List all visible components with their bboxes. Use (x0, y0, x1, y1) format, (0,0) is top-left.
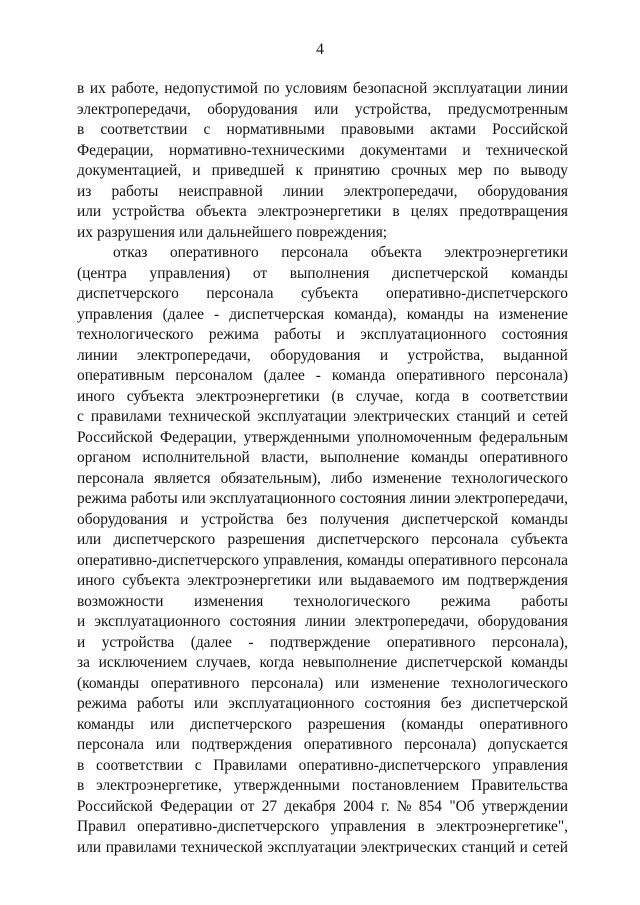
word: Правительства (471, 777, 568, 794)
word: постановлением (351, 777, 460, 794)
word: является (154, 469, 211, 487)
word: персонала (500, 551, 568, 569)
word: их (77, 223, 93, 241)
text-line (77, 530, 568, 551)
word: электрических (353, 408, 450, 425)
text-line (77, 776, 568, 797)
word: режима (77, 695, 127, 712)
word: неисправной (178, 182, 263, 200)
word: персонала) (495, 367, 568, 384)
word: персонала (77, 736, 145, 753)
word: декабря (284, 797, 336, 815)
word: устройства (101, 633, 175, 651)
word: команды (511, 264, 568, 282)
text-line (77, 284, 568, 305)
word: персонала (281, 244, 349, 261)
word: условиям (285, 80, 348, 97)
word: и (519, 838, 528, 856)
word: изменение (498, 305, 568, 323)
word: персонала) (251, 674, 324, 692)
word: изменение (370, 674, 440, 692)
word: оборудования (207, 100, 298, 118)
word: без (286, 510, 308, 528)
word: персонала), (491, 633, 568, 651)
word: работы (274, 326, 322, 343)
word: режима (208, 326, 259, 343)
word: состояния (339, 490, 406, 507)
word: оперативного (169, 244, 259, 261)
word: сетей (532, 408, 568, 425)
word: электропередачи, (343, 182, 458, 200)
word: эксплуатационного (360, 326, 487, 343)
text-line (77, 715, 568, 736)
text-line (77, 305, 568, 326)
word: случаев, (196, 654, 251, 671)
word: (далее (190, 633, 232, 651)
word: и (379, 346, 389, 364)
text-line (77, 633, 568, 654)
word: персонала (77, 469, 145, 487)
word: правовыми (340, 121, 415, 138)
word: оборудования (477, 613, 568, 630)
word: целях (410, 203, 449, 220)
word: органом (77, 449, 131, 466)
word: к (295, 162, 303, 179)
text-line (77, 612, 568, 633)
word: оперативного (386, 633, 476, 651)
word: технической (168, 408, 251, 425)
word: - (315, 367, 321, 384)
word: 27 (261, 797, 278, 815)
text-line (77, 551, 568, 572)
text-line (77, 694, 568, 715)
word: эксплуатации (432, 80, 522, 97)
word: линии (305, 613, 346, 630)
word: приведшей (211, 162, 285, 179)
word: технологического (293, 592, 411, 610)
word: в (77, 756, 85, 774)
word: команда), (334, 305, 397, 323)
text-line (77, 325, 568, 346)
word: Российской (77, 797, 153, 815)
word: уполномоченным (357, 428, 472, 446)
word: электроэнергетике", (436, 818, 568, 835)
word: электроэнергетики (444, 244, 568, 261)
word: с (203, 121, 211, 138)
word: и (336, 326, 345, 343)
word: иного (77, 572, 115, 589)
word: работы (130, 490, 178, 507)
text-line (77, 571, 568, 592)
word: технической (486, 141, 568, 159)
text-line (77, 428, 568, 449)
word: либо (330, 469, 363, 487)
text-line (77, 735, 568, 756)
word: оперативным (77, 367, 165, 384)
word: обязательным), (220, 469, 321, 487)
word: утверждении (481, 797, 568, 815)
word: нормативно-техническими (168, 141, 345, 159)
word: федеральным (479, 428, 568, 446)
word: персонала) (404, 736, 477, 753)
word: в (77, 80, 85, 97)
word: соответствии (96, 756, 183, 774)
word: (команды (77, 674, 140, 692)
page-number: 4 (316, 41, 324, 58)
word: управления (77, 305, 153, 323)
word: субъекта (301, 285, 359, 302)
word: подтверждение (270, 633, 371, 651)
text-line (77, 346, 568, 367)
word: им (441, 572, 460, 589)
word: в (417, 818, 425, 835)
word: состояния (501, 326, 568, 343)
text-line (77, 141, 568, 162)
word: диспетчерского (190, 715, 292, 733)
word: получения (319, 510, 390, 528)
word: электропередачи, (77, 100, 191, 118)
word: диспетчерская (229, 305, 325, 323)
word: возможности (77, 592, 164, 610)
text-line (77, 592, 568, 613)
word: г. (381, 797, 390, 815)
text-line (77, 756, 568, 777)
word: оборудования (77, 510, 168, 528)
word: (команды (401, 715, 464, 733)
word: когда (259, 654, 295, 671)
word: команды (346, 551, 404, 569)
word: оперативного (303, 736, 393, 753)
word: команды (510, 654, 568, 671)
word: диспетчерского (113, 531, 216, 548)
word: в (392, 203, 400, 220)
word: оборудования (477, 182, 568, 200)
word: 2004 (343, 797, 374, 815)
word: и (77, 613, 86, 630)
word: эксплуатации (257, 408, 347, 425)
word: эксплуатации (267, 838, 357, 856)
word: электроэнергетики (187, 572, 311, 589)
word: субъекта (122, 572, 180, 589)
text-line (77, 407, 568, 428)
word: дальнейшего (207, 223, 293, 241)
word: (в (331, 387, 344, 405)
word: принятию (314, 162, 381, 179)
word: электрических (360, 838, 457, 856)
text-line (77, 264, 568, 285)
word: работы (521, 592, 568, 610)
word: оперативно-диспетчерского (298, 756, 481, 774)
text-line (77, 653, 568, 674)
word: от (240, 797, 255, 815)
word: диспетчерской (405, 654, 503, 671)
word: мер (458, 162, 483, 179)
word: устройства, (407, 346, 484, 364)
word: (центра (77, 264, 127, 282)
word: предусмотренным (447, 100, 568, 118)
word: диспетчерского (77, 285, 179, 302)
word: режима (440, 592, 491, 610)
word: выполнение (319, 449, 400, 466)
word: Федерации, (159, 428, 237, 446)
word: станций (461, 838, 516, 856)
word: исполнительной (142, 449, 250, 466)
word: диспетчерской (391, 264, 489, 282)
word: выполнения (289, 264, 370, 282)
text-line (77, 223, 568, 244)
word: управления (330, 818, 407, 835)
text-line (77, 838, 568, 859)
word: Федерации, (77, 141, 154, 159)
word: устройства, (354, 100, 432, 118)
word: от (252, 264, 268, 282)
word: в (77, 777, 85, 794)
word: подтверждения (191, 736, 293, 753)
word: оперативно-диспетчерского (77, 551, 259, 569)
word: соответствии (100, 121, 188, 138)
word: технологического (451, 674, 568, 692)
word: или (314, 100, 339, 118)
word: оперативного (150, 674, 240, 692)
word: выданной (503, 346, 568, 364)
word: оперативного (408, 551, 497, 569)
word: объекта (195, 203, 247, 220)
word: утвержденными (243, 428, 350, 446)
word: недопустимой (164, 80, 259, 97)
word: оперативно-диспетчерского (137, 818, 320, 835)
word: команды (511, 510, 568, 528)
word: персонала (431, 531, 499, 548)
word: в (461, 387, 470, 405)
word: диспетчерской (471, 695, 568, 712)
word: или (77, 838, 102, 856)
word: соответствии (481, 387, 568, 405)
word: с (77, 408, 84, 425)
word: субъекта (510, 531, 568, 548)
word: по (493, 162, 510, 179)
word: состояния (229, 613, 296, 630)
word: безопасной (352, 80, 428, 97)
text-line (77, 448, 568, 469)
word: устройства (201, 510, 274, 528)
word: случае, (355, 387, 404, 405)
word: работы (111, 182, 159, 200)
word: Правил (77, 818, 126, 835)
word: станций (456, 408, 511, 425)
word: или (178, 223, 204, 241)
word: работы (136, 695, 184, 712)
word: или (155, 736, 180, 753)
word: электроэнергетики (196, 387, 320, 405)
word: электропередачи, (137, 346, 251, 364)
word: разрешения (307, 715, 386, 733)
word: из (77, 182, 92, 200)
word: эксплуатационного (228, 695, 355, 712)
word: оперативного (479, 449, 568, 466)
word: документацией, (77, 162, 182, 179)
word: оперативного (479, 715, 568, 733)
word: или (318, 572, 343, 589)
word: и (180, 510, 189, 528)
word: диспетчерского (317, 531, 419, 548)
word: режима (77, 490, 127, 507)
word: технической (180, 838, 263, 856)
word: правилами (90, 408, 162, 425)
word: выдаваемого (350, 572, 435, 589)
text-line (77, 79, 568, 100)
text-line (77, 674, 568, 695)
text-line (77, 387, 568, 408)
word: команды (77, 715, 134, 733)
word: и (77, 633, 86, 651)
text-line (77, 510, 568, 531)
word: за (77, 654, 90, 671)
word: правилами (105, 838, 177, 856)
word: предотвращения (459, 203, 568, 220)
word: линии (527, 80, 568, 97)
word: Правилами (213, 756, 287, 774)
word: и (462, 141, 471, 159)
word: исключением (98, 654, 188, 671)
text-line (77, 489, 568, 510)
word: без (440, 695, 462, 712)
word: или (181, 490, 206, 507)
word: субъекта (126, 387, 185, 405)
word: изменение (372, 469, 442, 487)
word: или (77, 203, 102, 220)
word: - (248, 633, 254, 651)
word: (далее (263, 367, 305, 384)
word: на (473, 305, 489, 323)
word: невыполнение (302, 654, 398, 671)
word: "Об (449, 797, 475, 815)
text-line (77, 817, 568, 838)
word: или (193, 695, 219, 712)
word: оперативно-диспетчерского (386, 285, 568, 302)
word: или (149, 715, 175, 733)
word: изменения (193, 592, 264, 610)
word: или (334, 674, 360, 692)
word: эксплуатационного (94, 613, 221, 630)
word: Российской (77, 428, 153, 446)
word: электропередачи, (454, 490, 568, 507)
word: Федерации (160, 797, 233, 815)
word: власти, (261, 449, 309, 466)
word: управления, (263, 551, 343, 569)
word: нормативными (226, 121, 325, 138)
word: срочных (391, 162, 447, 179)
word: документами (360, 141, 447, 159)
text-line (77, 120, 568, 141)
word: работе, (111, 80, 159, 97)
word: по (263, 80, 280, 97)
word: и (192, 162, 201, 179)
text-line (77, 100, 568, 121)
word: утвержденными (233, 777, 340, 794)
word: 854 (418, 797, 442, 815)
word: выводу (520, 162, 568, 179)
word: оборудования (270, 346, 361, 364)
word: эксплуатационного (209, 490, 336, 507)
word: оперативного (396, 367, 485, 384)
word: объекта (370, 244, 422, 261)
word: разрушения (96, 223, 175, 241)
word: их (89, 80, 106, 97)
word: линии (282, 182, 324, 200)
word: персонала (206, 285, 274, 302)
word: команда (331, 367, 386, 384)
text-line (77, 202, 568, 223)
word: или (77, 531, 102, 548)
word: команды (406, 305, 464, 323)
text-line (77, 469, 568, 490)
word: технологического (77, 326, 194, 343)
word: (далее (162, 305, 204, 323)
text-line (77, 366, 568, 387)
word: и (517, 408, 526, 425)
word: актами (430, 121, 476, 138)
word: подтверждения (467, 572, 568, 589)
word: электропередачи, (354, 613, 469, 630)
word: линии (77, 346, 118, 364)
word: диспетчерской (401, 510, 499, 528)
word: № (396, 797, 412, 815)
text-line (77, 243, 568, 264)
word: в (77, 121, 85, 138)
text-line (77, 797, 568, 818)
word: с (194, 756, 202, 774)
word: иного (77, 387, 115, 405)
word: электроэнергетики (257, 203, 382, 220)
word: отказ (113, 244, 148, 261)
word: Российской (492, 121, 568, 138)
word: устройства (112, 203, 185, 220)
word: управления (492, 756, 568, 774)
text-line (77, 161, 568, 182)
word: персоналом (175, 367, 253, 384)
word: разрешения (227, 531, 305, 548)
word: допускается (487, 736, 568, 753)
word: сетей (532, 838, 568, 856)
word: управления) (149, 264, 231, 282)
word: когда (415, 387, 450, 405)
word: электроэнергетике, (96, 777, 222, 794)
text-line (77, 182, 568, 203)
word: повреждения; (296, 223, 388, 241)
word: состояния (364, 695, 431, 712)
word: линии (409, 490, 451, 507)
word: технологического (451, 469, 568, 487)
word: команды (410, 449, 468, 466)
body-text (77, 79, 568, 858)
word: - (213, 305, 220, 323)
